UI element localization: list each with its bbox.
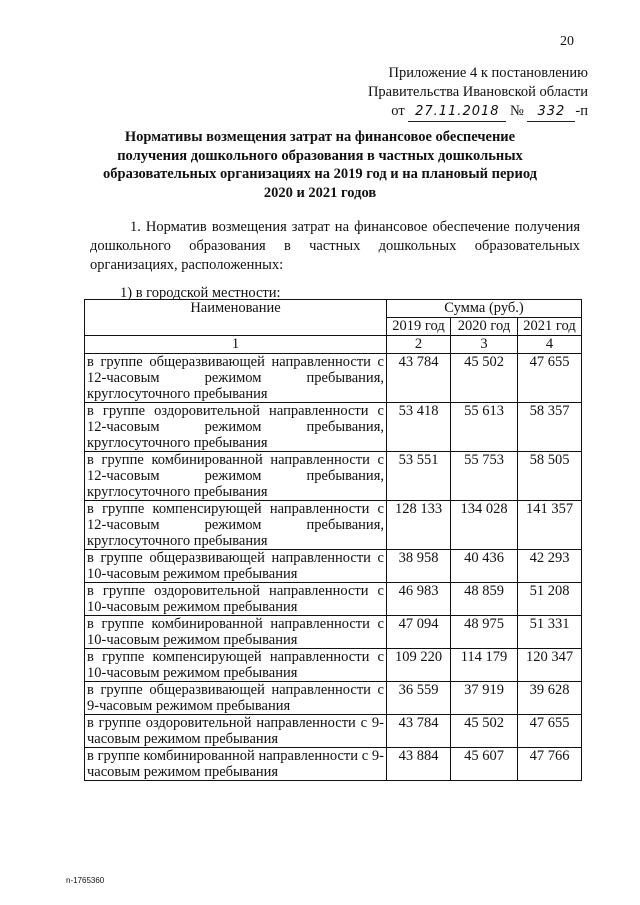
header-name: Наименование [85, 300, 387, 336]
value-2020: 114 179 [451, 649, 518, 682]
row-name: в группе оздоровительной направленности с 9-часовым режимом пребывания [85, 715, 387, 748]
value-2020: 45 607 [451, 748, 518, 781]
value-2021: 51 208 [518, 583, 582, 616]
page-number: 20 [560, 34, 574, 49]
col-number-4: 4 [518, 336, 582, 354]
value-2021: 58 357 [518, 403, 582, 452]
table-row [85, 649, 582, 682]
table-row [85, 403, 582, 452]
value-2021: 51 331 [518, 616, 582, 649]
value-2020: 48 975 [451, 616, 518, 649]
number-suffix: -п [575, 103, 588, 119]
row-name: в группе комбинированной направленности с 9-часовым режимом пребывания [85, 748, 387, 781]
appendix-line-2: Правительства Ивановской области [367, 84, 588, 100]
row-name: в группе общеразвивающей направленности с 9-часовым режимом пребывания [85, 682, 387, 715]
table-row [85, 501, 582, 550]
row-name: в группе общеразвивающей направленности с 10-часовым режимом пребывания [85, 550, 387, 583]
value-2021: 47 766 [518, 748, 582, 781]
value-2019: 53 418 [387, 403, 451, 452]
appendix-header [288, 64, 588, 122]
value-2020: 40 436 [451, 550, 518, 583]
value-2021: 141 357 [518, 501, 582, 550]
header-sum: Сумма (руб.) [387, 300, 582, 318]
appendix-line-1: Приложение 4 к постановлению [388, 65, 588, 81]
value-2019: 128 133 [387, 501, 451, 550]
value-2021: 39 628 [518, 682, 582, 715]
table-row [85, 354, 582, 403]
row-name: в группе компенсирующей направленности с 12-часовым режимом пребывания, круглосуточного пребывания [85, 501, 387, 550]
appendix-line-3 [288, 102, 588, 122]
value-2021: 42 293 [518, 550, 582, 583]
row-name: в группе комбинированной направленности с 10-часовым режимом пребывания [85, 616, 387, 649]
number-label: № [509, 103, 524, 119]
value-2019: 47 094 [387, 616, 451, 649]
table-row [85, 550, 582, 583]
handwritten-date: 27.11.2018 [408, 102, 506, 122]
value-2020: 55 613 [451, 403, 518, 452]
col-number-1: 1 [85, 336, 387, 354]
value-2021: 47 655 [518, 715, 582, 748]
value-2019: 43 884 [387, 748, 451, 781]
row-name: в группе оздоровительной направленности с 10-часовым режимом пребывания [85, 583, 387, 616]
table-row [85, 616, 582, 649]
table-row [85, 452, 582, 501]
table-row [85, 682, 582, 715]
value-2020: 48 859 [451, 583, 518, 616]
header-year-2019: 2019 год [387, 318, 451, 336]
row-name: в группе комбинированной направленности с 12-часовым режимом пребывания, круглосуточного пребывания [85, 452, 387, 501]
value-2019: 46 983 [387, 583, 451, 616]
table-row [85, 748, 582, 781]
column-number-row [85, 336, 582, 354]
subheading: 1) в городской местности: [120, 285, 281, 301]
header-year-2020: 2020 год [451, 318, 518, 336]
intro-paragraph [90, 218, 580, 275]
row-name: в группе компенсирующей направленности с 10-часовым режимом пребывания [85, 649, 387, 682]
value-2019: 109 220 [387, 649, 451, 682]
value-2019: 38 958 [387, 550, 451, 583]
value-2020: 134 028 [451, 501, 518, 550]
table-row [85, 583, 582, 616]
footer-code: n-1765360 [66, 876, 105, 885]
handwritten-number: 332 [527, 102, 575, 122]
value-2020: 55 753 [451, 452, 518, 501]
value-2019: 53 551 [387, 452, 451, 501]
value-2020: 37 919 [451, 682, 518, 715]
row-name: в группе оздоровительной направленности с 12-часовым режимом пребывания, круглосуточного пребывания [85, 403, 387, 452]
value-2020: 45 502 [451, 354, 518, 403]
header-row [85, 300, 582, 318]
value-2021: 47 655 [518, 354, 582, 403]
normatives-table [84, 299, 582, 781]
value-2019: 43 784 [387, 354, 451, 403]
value-2021: 58 505 [518, 452, 582, 501]
col-number-3: 3 [451, 336, 518, 354]
value-2019: 43 784 [387, 715, 451, 748]
value-2021: 120 347 [518, 649, 582, 682]
header-year-2021: 2021 год [518, 318, 582, 336]
value-2019: 36 559 [387, 682, 451, 715]
document-title: Нормативы возмещения затрат на финансовое обеспечение получения дошкольного образования в частных дошкольных образовательных организациях на 2019 год и на плановый период 2020 и 2021 годов [103, 129, 537, 201]
intro-paragraph-text: 1. Норматив возмещения затрат на финансовое обеспечение получения дошкольного образования в частных дошкольных образовательных организациях, расположенных: [90, 219, 580, 273]
from-label: от [391, 103, 405, 119]
table-row [85, 715, 582, 748]
value-2020: 45 502 [451, 715, 518, 748]
row-name: в группе общеразвивающей направленности с 12-часовым режимом пребывания, круглосуточного пребывания [85, 354, 387, 403]
col-number-2: 2 [387, 336, 451, 354]
